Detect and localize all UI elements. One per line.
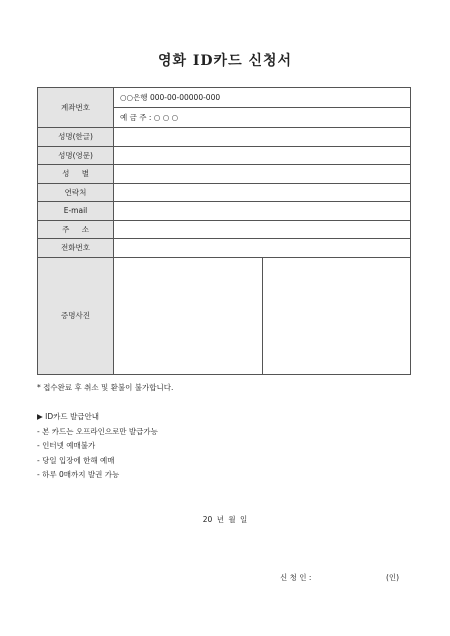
- account-number-value[interactable]: ○○은행 000-00-00000-000: [114, 88, 411, 108]
- contact-field[interactable]: [114, 183, 411, 202]
- email-label: E-mail: [38, 202, 114, 221]
- refund-notice: * 접수완료 후 취소 및 환불이 불가합니다.: [37, 383, 174, 392]
- photo-box-right[interactable]: [263, 258, 410, 374]
- phone-field[interactable]: [114, 239, 411, 258]
- account-holder-value[interactable]: 예 금 주 : ○ ○ ○: [114, 108, 411, 128]
- photo-area: [114, 257, 411, 374]
- guide-title: ▶ ID카드 발급안내: [37, 412, 99, 421]
- contact-label: 연락처: [38, 183, 114, 202]
- guide-item: - 인터넷 예매불가: [37, 441, 96, 450]
- address-field[interactable]: [114, 220, 411, 239]
- photo-box-left[interactable]: [114, 258, 263, 374]
- photo-label: 증명사진: [38, 257, 114, 374]
- phone-label: 전화번호: [38, 239, 114, 258]
- gender-field[interactable]: [114, 165, 411, 184]
- guide-item: - 당일 입장에 한해 예매: [37, 455, 115, 465]
- account-number-label: 계좌번호: [38, 88, 114, 128]
- guide-item: - 하루 0매까지 발권 가능: [37, 470, 120, 479]
- email-field[interactable]: [114, 202, 411, 221]
- applicant-label: 신 청 인 :: [280, 573, 312, 582]
- document-title: 영화 ID카드 신청서: [157, 53, 293, 69]
- seal-label: (인): [386, 573, 400, 582]
- issuance-guide: [37, 410, 158, 483]
- name-english-field[interactable]: [114, 146, 411, 165]
- gender-label: 성 별: [38, 165, 114, 184]
- name-korean-label: 성명(한글): [38, 128, 114, 147]
- application-form-table: [37, 87, 411, 375]
- guide-item: - 본 카드는 오프라인으로만 발급가능: [37, 426, 158, 436]
- date-line: 20 년 월 일: [202, 515, 248, 524]
- address-label: 주 소: [38, 220, 114, 239]
- name-english-label: 성명(영문): [38, 146, 114, 165]
- name-korean-field[interactable]: [114, 128, 411, 147]
